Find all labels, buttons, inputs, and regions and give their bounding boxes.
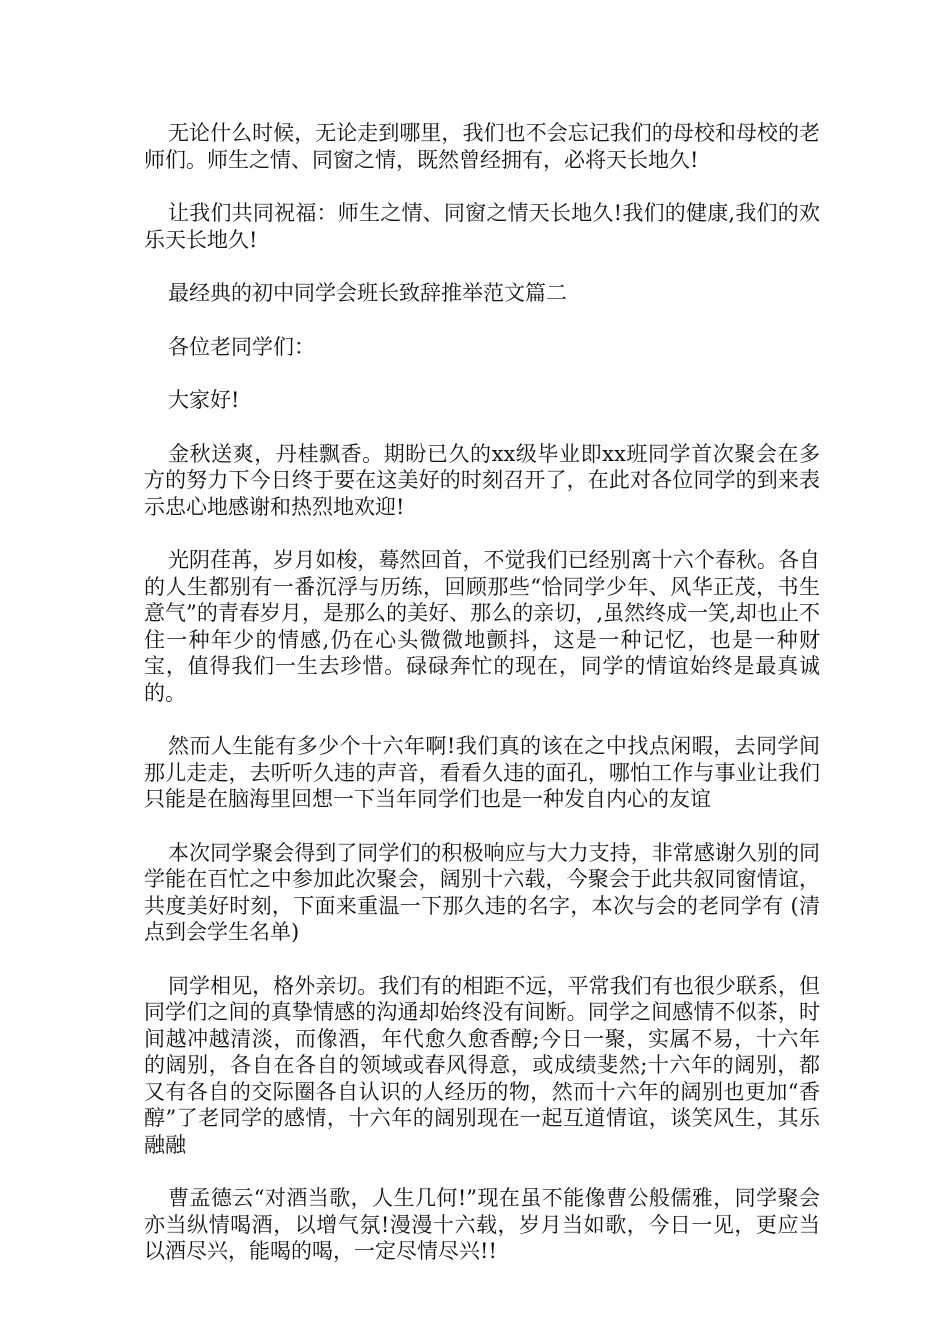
paragraph-blessing: 让我们共同祝福：师生之情、同窗之情天长地久!我们的健康,我们的欢乐天长地久! bbox=[144, 201, 820, 252]
paragraph-closing-remarks: 无论什么时候，无论走到哪里，我们也不会忘记我们的母校和母校的老师们。师生之情、同窗之情，既然曾经拥有，必将天长地久! bbox=[144, 121, 820, 172]
greeting: 大家好! bbox=[168, 388, 240, 412]
paragraph-welcome: 金秋送爽，丹桂飘香。期盼已久的xx级毕业即xx班同学首次聚会在多方的努力下今日终于要在这美好的时刻召开了，在此对各位同学的到来表示忠心地感谢和热烈地欢迎! bbox=[144, 441, 820, 519]
paragraph-attendance: 本次同学聚会得到了同学们的积极响应与大力支持，非常感谢久别的同学能在百忙之中参加此次聚会，阔别十六载，今聚会于此共叙同窗情谊，共度美好时刻，下面来重温一下那久违的名字，本次与会的老同学有 (清点到会学生名单) bbox=[144, 840, 820, 944]
salutation: 各位老同学们： bbox=[168, 334, 315, 359]
paragraph-memories: 光阴荏苒，岁月如梭，蓦然回首，不觉我们已经别离十六个春秋。各自的人生都别有一番沉浮与历练，回顾那些“恰同学少年、风华正茂，书生意气”的青春岁月，是那么的美好、那么的亲切，,虽然终成一笑,却也止不住一种年少的情感,仍在心头微微地颤抖，这是一种记忆，也是一种财宝，值得我们一生去珍惜。碌碌奔忙的现在，同学的情谊始终是最真诚的。 bbox=[144, 548, 820, 705]
paragraph-reunion: 同学相见，格外亲切。我们有的相距不远，平常我们有也很少联系，但同学们之间的真挚情感的沟通却始终没有间断。同学之间感情不似茶，时间越冲越清淡，而像酒，年代愈久愈香醇;今日一聚，实属不易，十六年的阔别，各自在各自的领域或春风得意，或成绩斐然;十六年的阔别，都又有各自的交际圈各自认识的人经历的物，然而十六年的阔别也更加“香醇”了老同学的感情，十六年的阔别现在一起互道情谊，谈笑风生，其乐融融 bbox=[144, 973, 820, 1157]
section-title: 最经典的初中同学会班长致辞推举范文篇二 bbox=[168, 281, 567, 305]
document-page bbox=[144, 120, 820, 1292]
paragraph-friendship: 然而人生能有多少个十六年啊!我们真的该在之中找点闲暇，去同学间那儿走走，去听听久违的声音，看看久违的面孔，哪怕工作与事业让我们只能是在脑海里回想一下当年同学们也是一种发自内心的友谊 bbox=[144, 734, 820, 811]
paragraph-toast: 曹孟德云“对酒当歌，人生几何!”现在虽不能像曹公般儒雅，同学聚会亦当纵情喝酒，以增气氛!漫漫十六载，岁月当如歌，今日一见，更应当以酒尽兴，能喝的喝，一定尽情尽兴!! bbox=[144, 1186, 820, 1263]
